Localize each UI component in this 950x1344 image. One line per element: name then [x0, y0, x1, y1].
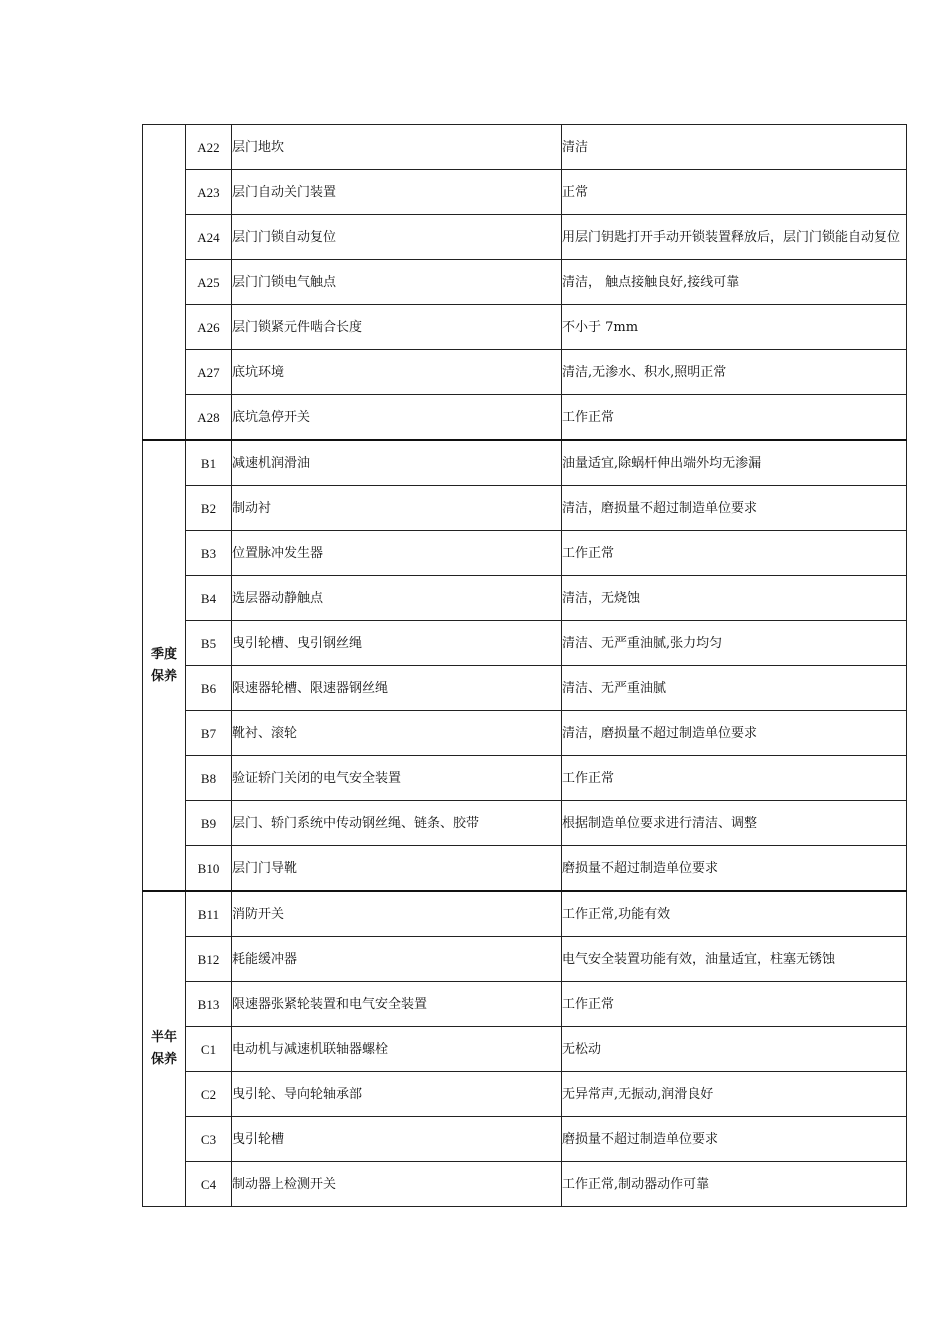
item-code: B2	[186, 486, 232, 531]
item-requirement: 无异常声,无振动,润滑良好	[562, 1072, 907, 1117]
item-code: A28	[186, 395, 232, 441]
table-row	[143, 350, 907, 395]
item-name: 底坑环境	[232, 350, 562, 395]
item-requirement: 无松动	[562, 1027, 907, 1072]
item-code: B5	[186, 621, 232, 666]
table-row	[143, 846, 907, 892]
item-code: A26	[186, 305, 232, 350]
item-name: 层门门导靴	[232, 846, 562, 892]
item-name: 靴衬、滚轮	[232, 711, 562, 756]
item-code: C3	[186, 1117, 232, 1162]
item-requirement: 清洁、无严重油腻	[562, 666, 907, 711]
item-name: 位置脉冲发生器	[232, 531, 562, 576]
item-name: 层门锁紧元件啮合长度	[232, 305, 562, 350]
item-code: C1	[186, 1027, 232, 1072]
table-row	[143, 1027, 907, 1072]
item-requirement: 正常	[562, 170, 907, 215]
item-code: B6	[186, 666, 232, 711]
table-row	[143, 891, 907, 937]
item-requirement: 清洁，磨损量不超过制造单位要求	[562, 711, 907, 756]
item-requirement: 清洁，磨损量不超过制造单位要求	[562, 486, 907, 531]
item-name: 曳引轮槽、曳引钢丝绳	[232, 621, 562, 666]
table-row	[143, 756, 907, 801]
item-code: B10	[186, 846, 232, 892]
item-requirement: 清洁，无烧蚀	[562, 576, 907, 621]
item-code: B9	[186, 801, 232, 846]
table-row	[143, 170, 907, 215]
item-requirement: 清洁	[562, 125, 907, 170]
table-row	[143, 576, 907, 621]
table-row	[143, 1117, 907, 1162]
item-name: 制动器上检测开关	[232, 1162, 562, 1207]
category-cell	[143, 891, 186, 1207]
table-row	[143, 260, 907, 305]
item-name: 层门、轿门系统中传动钢丝绳、链条、胶带	[232, 801, 562, 846]
item-code: B13	[186, 982, 232, 1027]
item-name: 减速机润滑油	[232, 440, 562, 486]
item-requirement: 油量适宜,除蜗杆伸出端外均无渗漏	[562, 440, 907, 486]
item-requirement: 根据制造单位要求进行清洁、调整	[562, 801, 907, 846]
item-requirement: 磨损量不超过制造单位要求	[562, 846, 907, 892]
item-code: A25	[186, 260, 232, 305]
table-row	[143, 621, 907, 666]
item-name: 消防开关	[232, 891, 562, 937]
table-row	[143, 215, 907, 260]
item-name: 曳引轮槽	[232, 1117, 562, 1162]
table-row	[143, 305, 907, 350]
item-requirement: 工作正常,制动器动作可靠	[562, 1162, 907, 1207]
item-requirement: 清洁,无渗水、积水,照明正常	[562, 350, 907, 395]
table-row	[143, 982, 907, 1027]
item-requirement: 工作正常	[562, 395, 907, 441]
item-code: A22	[186, 125, 232, 170]
item-code: A24	[186, 215, 232, 260]
table-row	[143, 1162, 907, 1207]
item-name: 电动机与减速机联轴器螺栓	[232, 1027, 562, 1072]
table-row	[143, 937, 907, 982]
table-row	[143, 395, 907, 441]
item-name: 制动衬	[232, 486, 562, 531]
item-name: 层门门锁自动复位	[232, 215, 562, 260]
item-requirement: 清洁、无严重油腻,张力均匀	[562, 621, 907, 666]
table-row	[143, 711, 907, 756]
category-cell	[143, 125, 186, 441]
item-name: 层门自动关门装置	[232, 170, 562, 215]
table-row	[143, 531, 907, 576]
item-requirement: 清洁， 触点接触良好,接线可靠	[562, 260, 907, 305]
item-name: 层门门锁电气触点	[232, 260, 562, 305]
category-label: 季度保养	[150, 646, 177, 684]
maintenance-table	[142, 124, 907, 1207]
table-row	[143, 1072, 907, 1117]
item-requirement: 工作正常	[562, 531, 907, 576]
item-name: 限速器张紧轮装置和电气安全装置	[232, 982, 562, 1027]
table-row	[143, 801, 907, 846]
item-code: B3	[186, 531, 232, 576]
table-row	[143, 125, 907, 170]
item-name: 底坑急停开关	[232, 395, 562, 441]
item-name: 限速器轮槽、限速器钢丝绳	[232, 666, 562, 711]
item-requirement: 用层门钥匙打开手动开锁装置释放后，层门门锁能自动复位	[562, 215, 907, 260]
item-code: B4	[186, 576, 232, 621]
item-code: C2	[186, 1072, 232, 1117]
item-code: A23	[186, 170, 232, 215]
item-code: A27	[186, 350, 232, 395]
item-name: 曳引轮、导向轮轴承部	[232, 1072, 562, 1117]
item-name: 耗能缓冲器	[232, 937, 562, 982]
item-requirement: 工作正常	[562, 982, 907, 1027]
item-requirement: 工作正常,功能有效	[562, 891, 907, 937]
table-row	[143, 666, 907, 711]
item-name: 验证轿门关闭的电气安全装置	[232, 756, 562, 801]
category-cell	[143, 440, 186, 891]
category-label: 半年保养	[150, 1030, 177, 1067]
table-row	[143, 440, 907, 486]
item-requirement: 电气安全装置功能有效，油量适宜，柱塞无锈蚀	[562, 937, 907, 982]
item-code: B7	[186, 711, 232, 756]
item-requirement: 不小于 7mm	[562, 305, 907, 350]
table-row	[143, 486, 907, 531]
item-code: B1	[186, 440, 232, 486]
item-name: 选层器动静触点	[232, 576, 562, 621]
item-requirement: 磨损量不超过制造单位要求	[562, 1117, 907, 1162]
item-code: B8	[186, 756, 232, 801]
item-requirement: 工作正常	[562, 756, 907, 801]
item-code: C4	[186, 1162, 232, 1207]
item-code: B12	[186, 937, 232, 982]
item-code: B11	[186, 891, 232, 937]
table-body	[143, 125, 907, 1207]
item-name: 层门地坎	[232, 125, 562, 170]
